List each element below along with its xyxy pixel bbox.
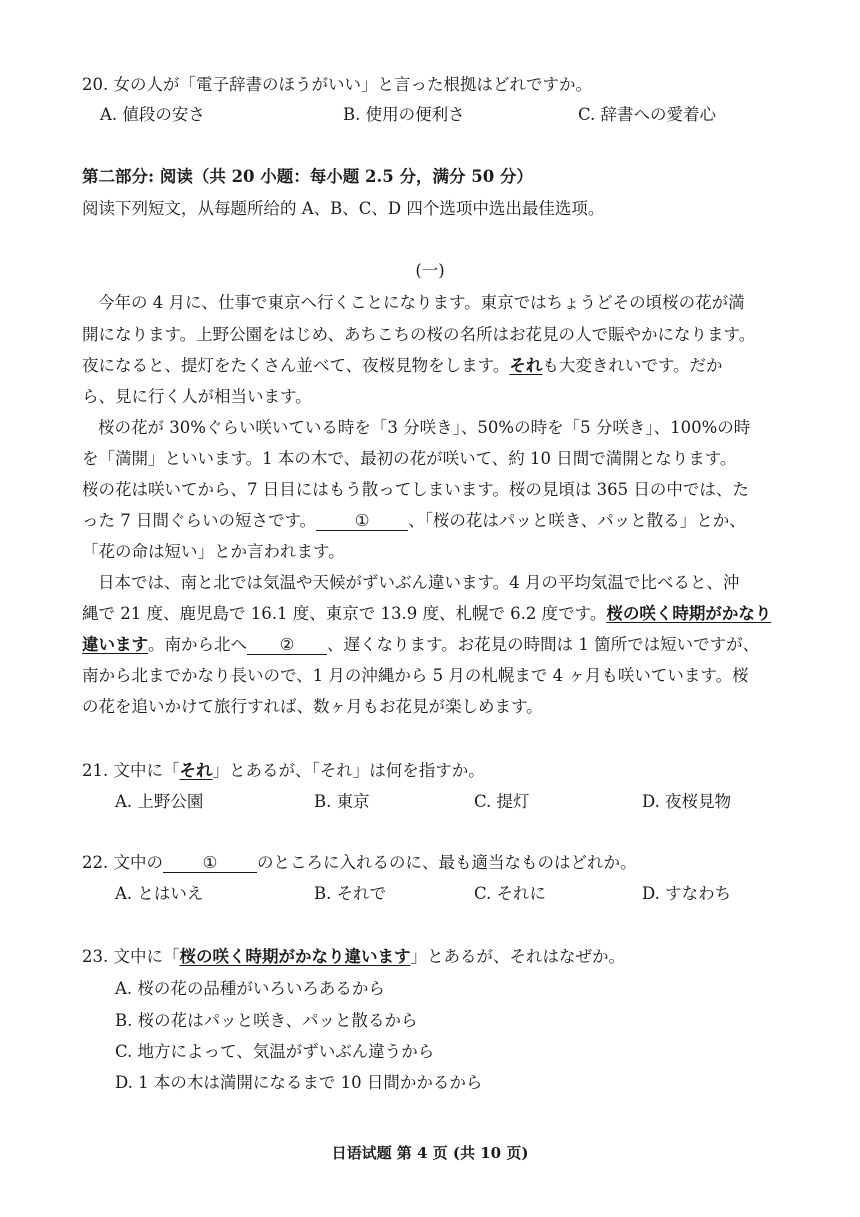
q20-option-a: A. 値段の安さ — [100, 105, 205, 124]
q23-underlined: 桜の咲く時期がかなり違います — [179, 947, 411, 966]
q22-option-d: D. すなわち — [642, 884, 732, 903]
passage-line: の花を追いかけて旅行すれば、数ヶ月もお花見が楽しめます。 — [82, 697, 543, 716]
blank-2: ② — [247, 636, 327, 655]
q22-stem-text: 22. 文中の — [82, 853, 163, 872]
passage-line — [82, 355, 723, 377]
passage-line — [82, 510, 746, 532]
q23-option-b: B. 桜の花はパッと咲き、パッと散るから — [115, 1011, 418, 1030]
q20-option-c: C. 辞書への愛着心 — [578, 105, 717, 124]
q23-stem-text: 」とあるが、それはなぜか。 — [410, 947, 625, 966]
q22-option-a: A. とはいえ — [115, 884, 204, 903]
q22-stem — [82, 852, 637, 874]
passage-line: 桜の花は咲いてから、7 日目にはもう散ってしまいます。桜の見頃は 365 日の中では、た — [82, 480, 749, 499]
q23-option-d: D. 1 本の木は満開になるまで 10 日間かかるから — [115, 1073, 483, 1092]
passage-line: を「満開」といいます。1 本の木で、最初の花が咲いて、約 10 日間で満開となります。 — [82, 449, 737, 468]
section-instruction: 阅读下列短文，从每题所给的 A、B、C、D 四个选项中选出最佳选项。 — [82, 199, 605, 218]
q23-stem-text: 23. 文中に「 — [82, 947, 180, 966]
passage-line: ら、見に行く人が相当います。 — [82, 387, 312, 406]
passage-line: 今年の 4 月に、仕事で東京へ行くことになります。東京ではちょうどその頃桜の花が満 — [98, 293, 745, 312]
q21-option-c: C. 提灯 — [474, 792, 530, 811]
passage-line: 開になります。上野公園をはじめ、あちこちの桜の名所はお花見の人で賑やかになります。 — [82, 325, 756, 344]
underlined-phrase: 桜の咲く時期がかなり — [606, 604, 772, 623]
q23-option-c: C. 地方によって、気温がずいぶん違うから — [115, 1042, 435, 1061]
passage-line — [82, 634, 759, 656]
q20-option-b: B. 使用の便利さ — [343, 105, 465, 124]
passage-line: 「花の命は短い」とか言われます。 — [82, 542, 345, 561]
q23-option-a: A. 桜の花の品種がいろいろあるから — [115, 979, 385, 998]
passage-text: 、遅くなります。お花見の時間は 1 箇所では短いですが、 — [327, 635, 760, 654]
underlined-phrase: 違います — [82, 635, 148, 654]
q21-stem — [82, 760, 485, 782]
q20-stem: 20. 女の人が「電子辞書のほうがいい」と言った根拠はどれですか。 — [82, 75, 592, 94]
passage-text: 縄で 21 度、鹿児島で 16.1 度、東京で 13.9 度、札幌で 6.2 度です。 — [82, 604, 607, 623]
q22-blank: ① — [163, 854, 257, 873]
section-heading: 第二部分: 阅读（共 20 小题：每小题 2.5 分，满分 50 分） — [82, 167, 533, 186]
passage-text: も大変きれいです。だか — [542, 356, 723, 375]
q21-option-a: A. 上野公園 — [115, 792, 204, 811]
q21-stem-text: 」とあるが、「それ」は何を指すか。 — [212, 761, 485, 780]
q21-option-b: B. 東京 — [314, 792, 370, 811]
q22-option-c: C. それに — [474, 884, 547, 903]
q23-stem — [82, 946, 625, 968]
passage-text: 、「桜の花はパッと咲き、パッと散る」とか、 — [408, 511, 746, 530]
page-footer: 日语试题 第 4 页 (共 10 页) — [331, 1144, 529, 1162]
passage-text: 夜になると、提灯をたくさん並べて、夜桜見物をします。 — [82, 356, 510, 375]
passage-text: 。南から北へ — [148, 635, 247, 654]
passage-line: 日本では、南と北では気温や天候がずいぶん違います。4 月の平均気温で比べると、沖 — [98, 573, 740, 592]
q21-underlined: それ — [179, 761, 213, 780]
underlined-sore: それ — [509, 356, 543, 375]
passage-line: 桜の花が 30%ぐらい咲いている時を「3 分咲き」、50%の時を「5 分咲き」、100%の時 — [98, 418, 751, 437]
passage-text: った 7 日間ぐらいの短さです。 — [82, 511, 317, 530]
passage-line — [82, 603, 771, 625]
q22-stem-text: のところに入れるのに、最も適当なものはどれか。 — [257, 853, 637, 872]
passage-line: 南から北までかなり長いので、1 月の沖縄から 5 月の札幌まで 4 ヶ月も咲いています。桜 — [82, 666, 749, 685]
q21-option-d: D. 夜桜見物 — [642, 792, 732, 811]
blank-1: ① — [316, 512, 408, 531]
q21-stem-text: 21. 文中に「 — [82, 761, 180, 780]
passage-number: (一) — [415, 261, 445, 280]
q22-option-b: B. それで — [314, 884, 387, 903]
